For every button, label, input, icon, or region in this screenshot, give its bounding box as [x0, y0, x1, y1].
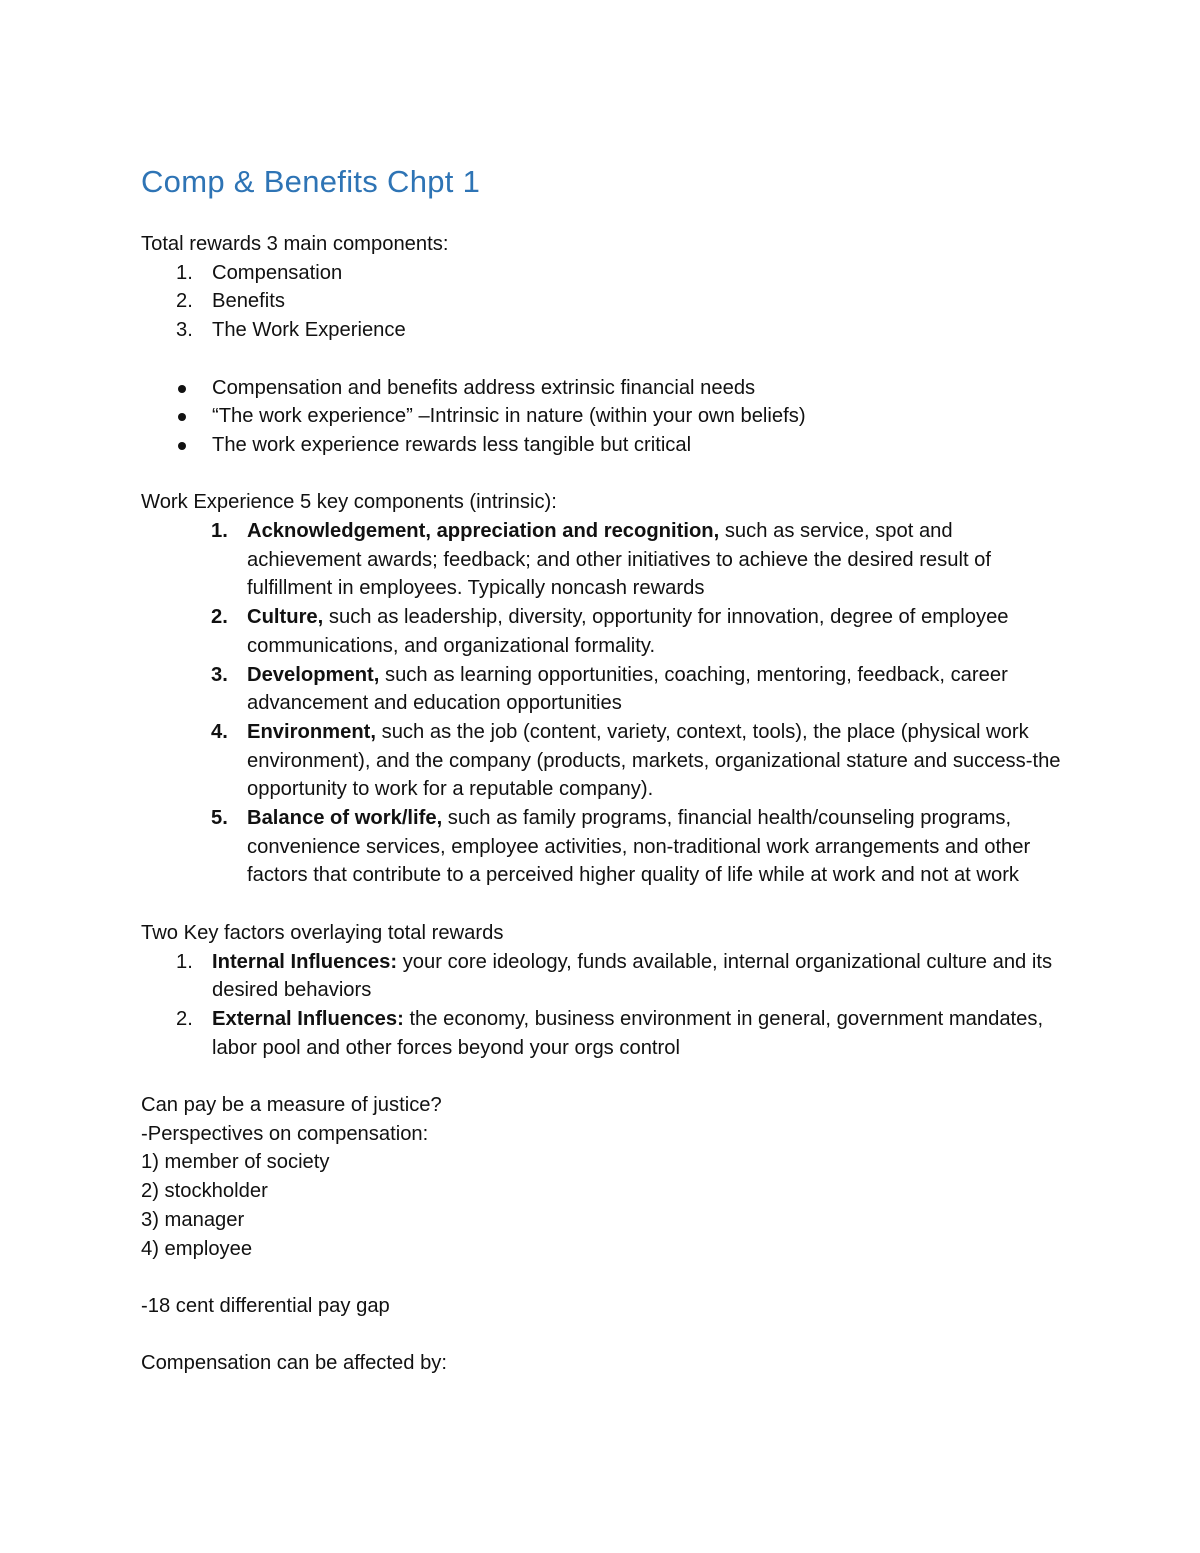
bullet-icon: [178, 385, 186, 393]
page-title: Comp & Benefits Chpt 1: [141, 164, 481, 199]
list-item: 4. Environment, such as the job (content, variety, context, tools), the place (physical work environment), and the company (products, markets, organizational stature and success-the opportunity to work for a reputable company).: [211, 720, 1061, 801]
perspective-item: 2) stockholder: [141, 1180, 268, 1203]
perspective-item: 1) member of society: [141, 1151, 330, 1174]
affected-by-heading: Compensation can be affected by:: [141, 1352, 448, 1375]
key-factors-heading: Two Key factors overlaying total rewards: [141, 921, 504, 944]
perspective-item: 3) manager: [141, 1208, 245, 1231]
work-experience-list: [141, 517, 1071, 890]
spacer: [141, 890, 1071, 919]
list-item: 1. Acknowledgement, appreciation and recognition, such as service, spot and achievement awards; feedback; and other initiatives to achieve the desired result of fulfillment in employees. Typically noncash rewards: [211, 520, 992, 600]
list-item: 3. Development, such as learning opportunities, coaching, mentoring, feedback, career advancement and education opportunities: [211, 663, 1008, 715]
bullet-list: [141, 374, 1071, 460]
key-factors-list: [141, 948, 1071, 1063]
list-item: 1. Internal Influences: your core ideology, funds available, internal organizational culture and its desired behaviors: [176, 950, 1053, 1002]
bullet-item: Compensation and benefits address extrinsic financial needs: [141, 374, 1071, 403]
spacer: [141, 1062, 1071, 1091]
spacer: [141, 1321, 1071, 1350]
perspective-item: 4) employee: [141, 1237, 253, 1260]
justice-question: Can pay be a measure of justice?: [141, 1094, 442, 1117]
total-rewards-heading: Total rewards 3 main components:: [141, 233, 449, 255]
bullet-item: The work experience rewards less tangible but critical: [141, 431, 1071, 460]
document-body: [141, 230, 1071, 1378]
bullet-icon: [178, 413, 186, 421]
list-item: 2. External Influences: the economy, business environment in general, government mandates, labor pool and other forces beyond your orgs control: [176, 1007, 1044, 1059]
bullet-item: “The work experience” –Intrinsic in nature (within your own beliefs): [141, 402, 1071, 431]
work-experience-heading: Work Experience 5 key components (intrinsic):: [141, 491, 557, 514]
list-item: 3. The Work Experience: [176, 319, 406, 342]
pay-gap-note: -18 cent differential pay gap: [141, 1294, 390, 1317]
list-item: 1. Compensation: [176, 261, 343, 284]
perspectives-heading: -Perspectives on compensation:: [141, 1122, 429, 1145]
spacer: [141, 345, 1071, 374]
spacer: [141, 1263, 1071, 1292]
spacer: [141, 460, 1071, 489]
list-item: 2. Benefits: [176, 290, 285, 313]
total-rewards-list: [141, 259, 1071, 345]
bullet-icon: [178, 442, 186, 450]
list-item: 2. Culture, such as leadership, diversity, opportunity for innovation, degree of employee communications, and organizational formality.: [211, 606, 1009, 657]
list-item: 5. Balance of work/life, such as family programs, financial health/counseling programs, convenience services, employee activities, non-traditional work arrangements and other factors that contribute to a perceived higher quality of life while at work and not at work: [211, 807, 1031, 887]
